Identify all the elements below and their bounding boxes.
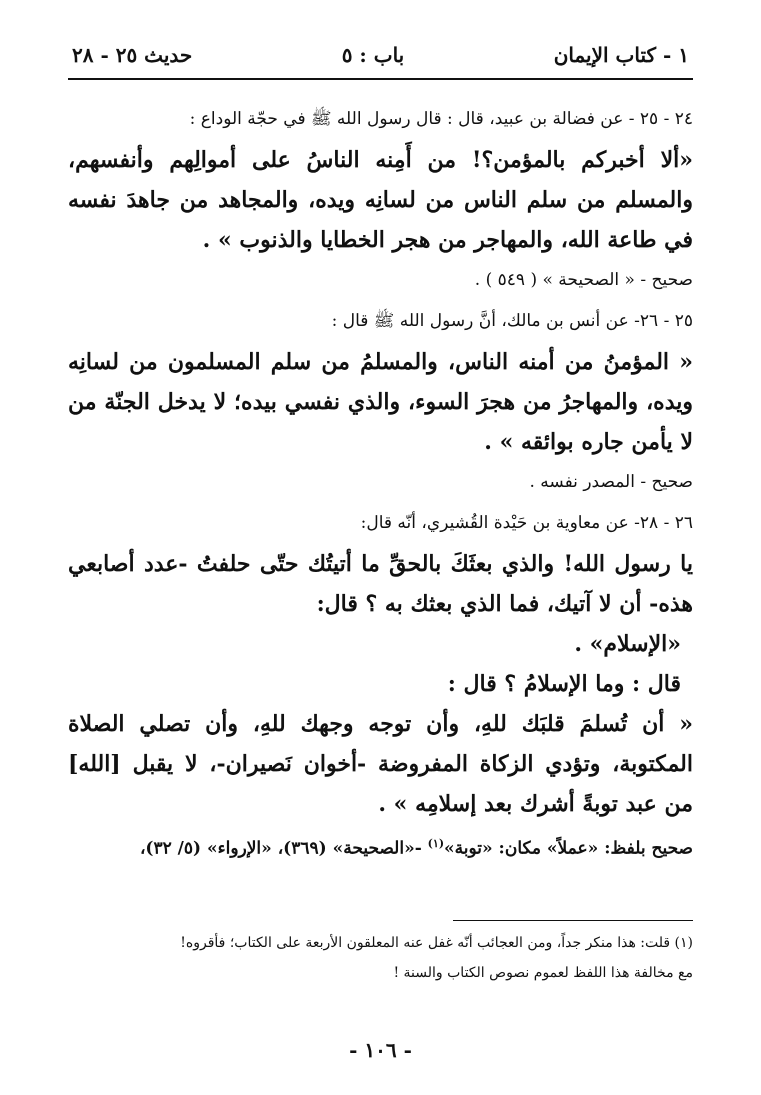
grading-26-suffix: -«الصحيحة» (٣٦٩)، «الإرواء» (٥/ ٣٢)، — [139, 838, 428, 859]
footnote-1-line-1: (١) قلت: هذا منكر جداً، ومن العجائب أنّه غفل عنه المعلقون الأربعة على الكتاب؛ فأقروه! — [180, 935, 693, 951]
hadith-text-26-question: يا رسول الله! والذي بعثَكَ بالحقِّ ما أتيتُك حتّى حلفتُ -عدد أصابعي هذه- أن لا آتيك، فما الذي بعثك به ؟ قال: — [68, 551, 693, 617]
hadith-chain-25: ٢٥ - ٢٦- عن أنس بن مالك، أنَّ رسول الله ﷺ قال : — [331, 311, 693, 331]
grading-26-prefix: صحيح بلفظ: «عملاً» مكان: «توبة» — [444, 838, 693, 859]
hadith-text-25: « المؤمنُ من أمنه الناس، والمسلمُ من سلم المسلمون من لسانِه ويده، والمهاجرُ من هجرَ السوء، والذي نفسي بيده؛ لا يدخل الجنّة من لا يأمن جاره بوائقه » . — [68, 349, 693, 455]
hadith-chain-26: ٢٦ - ٢٨- عن معاوية بن حَيْدة القُشيري، أنّه قال: — [360, 513, 693, 533]
running-header — [72, 36, 689, 74]
hadith-text-24: «ألا أخبركم بالمؤمن؟! من أَمِنه الناسُ على أموالِهم وأنفسهم، والمسلم من سلم الناس من لسانِه ويده، والمجاهد من جاهدَ نفسه في طاعة الله، والمهاجر من هجر الخطايا والذنوب » . — [68, 147, 693, 253]
footnotes — [68, 928, 693, 988]
hadith-text-26-question-2: قال : وما الإسلامُ ؟ قال : — [447, 671, 681, 697]
hadith-text-26-answer-2: « أن تُسلمَ قلبَك للهِ، وأن توجه وجهك للهِ، وأن تصلي الصلاة المكتوبة، وتؤدي الزكاة المفروضة -أخوان نَصيران-، لا يقبل [الله] من عبد توبةً أشرك بعد إسلامِه » . — [68, 711, 693, 817]
main-text — [68, 98, 693, 869]
header-book-title: ١ - كتاب الإيمان — [553, 43, 689, 67]
footnote-divider — [453, 920, 693, 921]
hadith-chain-24: ٢٤ - ٢٥ - عن فضالة بن عبيد، قال : قال رسول الله ﷺ في حجّة الوداع : — [189, 109, 693, 129]
footnote-marker[interactable]: (١) — [427, 837, 445, 850]
header-chapter: باب : ٥ — [341, 43, 405, 67]
grading-24: صحيح - « الصحيحة » ( ٥٤٩ ) . — [474, 270, 693, 290]
header-hadith-range: حديث ٢٥ - ٢٨ — [72, 43, 193, 67]
page-number: - ١٠٦ - — [349, 1038, 412, 1062]
header-divider — [68, 78, 693, 80]
grading-25: صحيح - المصدر نفسه . — [529, 472, 693, 492]
grading-26 — [68, 824, 693, 869]
hadith-text-26-answer: «الإسلام» . — [574, 631, 681, 657]
footnote-1-line-2: مع مخالفة هذا اللفظ لعموم نصوص الكتاب والسنة ! — [393, 965, 693, 981]
